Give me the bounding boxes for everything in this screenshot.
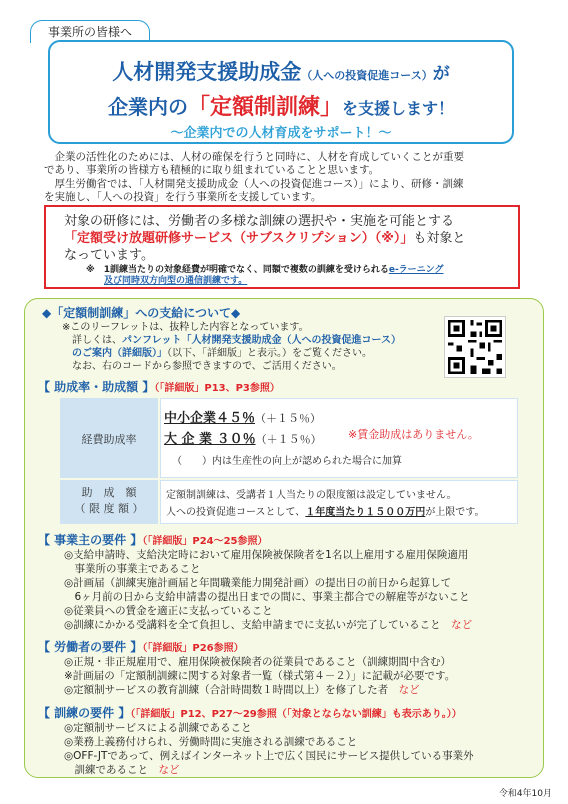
- notice-footnote: ※ 1訓練当たりの対象経費が明確でなく、同額で複数の訓練を受けられるe-ラーニング: [86, 265, 444, 275]
- rate-label: 経費助成率: [81, 433, 137, 446]
- intro-line: 企業の活性化のためには、人材の確保を行うと同時に、人材を育成していくことが重要: [44, 151, 464, 163]
- sme-rate: 中小企業４５％（＋１５％）: [164, 411, 322, 426]
- employer-item: ◎従業員への賃金を適正に支払っていること: [64, 605, 273, 617]
- leaflet-note: なお、右のコードから参照できますので、ご活用ください。: [72, 361, 342, 372]
- employer-item: 6ヶ月前の日から支給申請書の提出日までの間に、事業主都合での解雇等がないこと: [64, 591, 470, 603]
- issue-date: 令和4年10月: [498, 789, 552, 799]
- training-item: ◎定額制サービスによる訓練であること: [64, 722, 252, 734]
- audience-tab: 事業所の皆様へ: [30, 20, 150, 43]
- notice-line1: 対象の研修には、労働者の多様な訓練の選択や・実施を可能とする: [64, 214, 455, 229]
- employer-item: 事業所の事業主であること: [64, 563, 201, 575]
- rate-heading: 【 助成率・助成額 】（「詳細版」P13、P3参照）: [38, 380, 280, 394]
- training-item: ◎OFF-JTであって、例えばインターネット上で広く国民にサービス提供している事業外: [64, 750, 474, 762]
- training-heading: 【 訓練の要件 】（「詳細版」P12、P27～29参照（「対象とならない訓練」も表示あり。））: [38, 706, 462, 720]
- intro-line: を実施し、「人への投資」を行う事業所を支援しています。: [44, 191, 322, 203]
- notice-footnote-2: 及び同時双方向型の通信訓練です。: [104, 276, 248, 286]
- qr-code[interactable]: [444, 316, 506, 378]
- worker-item: ◎定額制サービスの教育訓練（合計時間数１時間以上）を修了した者 など: [64, 684, 420, 696]
- section-heading: ◆「定額制訓練」への支給について◆: [42, 306, 241, 320]
- title-line1: 人材開発支援助成金（人への投資促進コース）が: [112, 60, 450, 84]
- notice-line2: 「定額受け放題研修サービス（サブスクリプション）（※）」も対象と: [64, 231, 466, 246]
- worker-heading: 【 労働者の要件 】（「詳細版」P26参照）: [38, 640, 244, 654]
- amount-label-2: （ 限 度 額 ）: [74, 502, 144, 515]
- paren-note: （ ）内は生産性の向上が認められた場合に加算: [172, 456, 402, 467]
- elearning-link[interactable]: e-ラーニング: [388, 265, 444, 275]
- employer-item: ◎支給申請時、支給決定時において雇用保険被保険者を1名以上雇用する雇用保険適用: [64, 549, 469, 561]
- amount-line2: 人への投資促進コースとして、１年度当たり１５００万円が上限です。: [166, 507, 485, 518]
- worker-item: ◎正規・非正規雇用で、雇用保険被保険者の従業員であること（訓練期間中含む）: [64, 656, 451, 668]
- employer-item: ◎訓練にかかる受講料を全て負担し、支給申請までに支払いが完了していること など: [64, 619, 473, 631]
- amount-label-1: 助 成 額: [81, 486, 137, 499]
- employer-heading: 【 事業主の要件 】（「詳細版」P24～25参照）: [38, 533, 268, 547]
- training-item: 訓練であること など: [64, 764, 180, 776]
- large-rate: 大 企 業 ３０％（＋１５％）: [164, 432, 322, 447]
- leaflet-note: ※このリーフレットは、抜粋した内容となっています。: [62, 322, 309, 333]
- title-line2: 企業内の「定額制訓練」を支援します！: [107, 95, 455, 120]
- leaflet-note: 詳しくは、パンフレット「人材開発支援助成金（人への投資促進コース）: [72, 335, 401, 346]
- training-item: ◎業務上義務付けられ、労働時間に実施される訓練であること: [64, 736, 358, 748]
- worker-item: ※計画届の「定額制訓練に関する対象者一覧（様式第４－２）」に記載が必要です。: [64, 670, 456, 682]
- amount-line1: 定額制訓練は、受講者１人当たりの限度額は設定していません。: [166, 490, 457, 501]
- no-wage-subsidy-note: ※賃金助成はありません。: [348, 428, 479, 441]
- title-subtitle: ～企業内での人材育成をサポート！～: [170, 126, 392, 141]
- leaflet-note: のご案内（詳細版）」（以下、「詳細版」と表示。）をご覧ください。: [72, 348, 372, 359]
- intro-line: であり、事業所の皆様方も積極的に取り組まれていることと思います。: [44, 164, 380, 176]
- notice-line3: なっています。: [64, 248, 154, 263]
- intro-line: 厚生労働省では、「人材開発支援助成金（人への投資促進コース）」により、研修・訓練: [44, 178, 464, 190]
- employer-item: ◎計画届（訓練実施計画届と年間職業能力開発計画）の提出日の前日から起算して: [64, 577, 452, 589]
